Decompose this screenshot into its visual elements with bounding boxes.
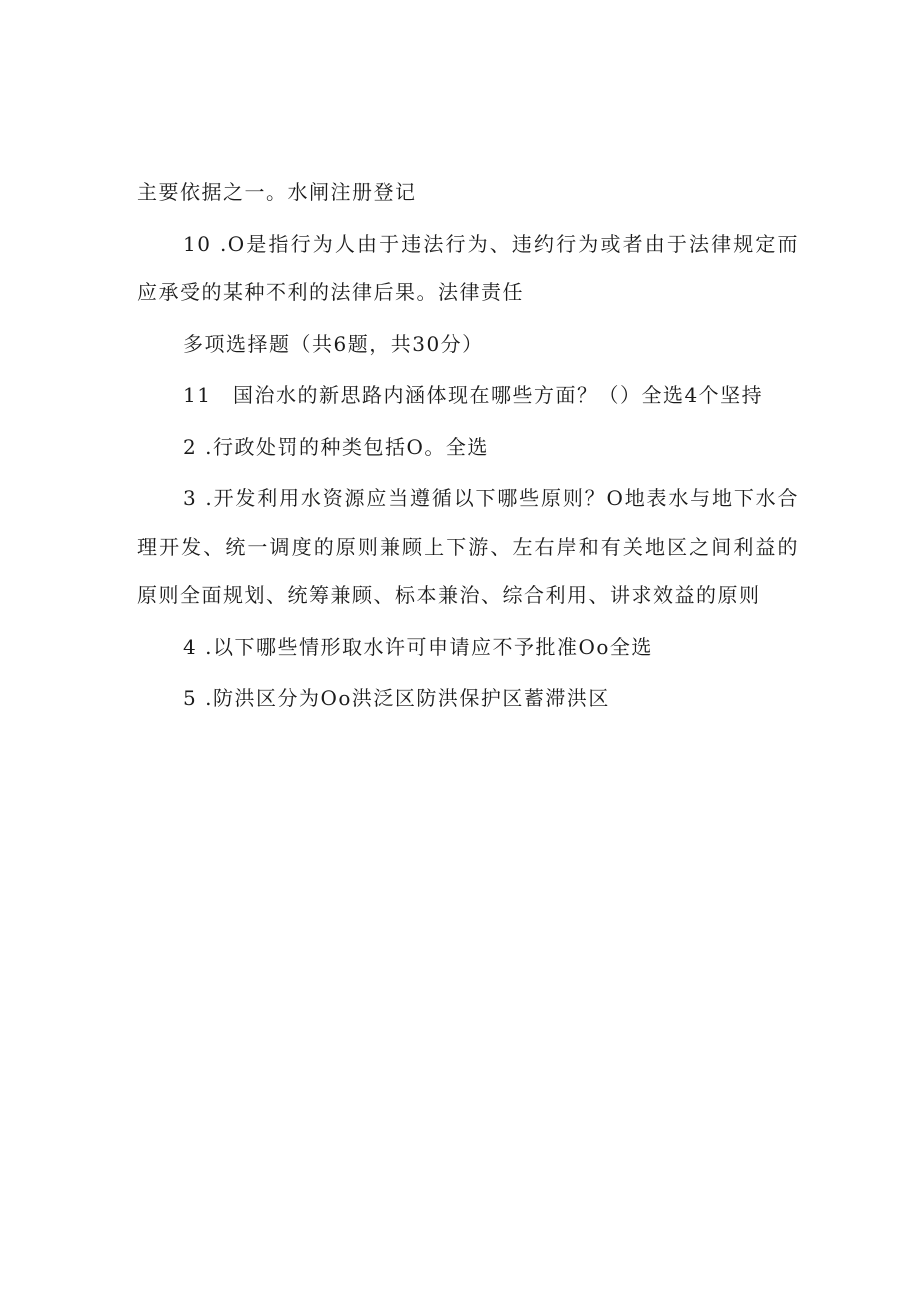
continuation-line: 主要依据之一。水闸注册登记 — [137, 180, 417, 204]
question-3: 3 .开发利用水资源应当遵循以下哪些原则？O地表水与地下水合理开发、统一调度的原则兼顾上下游、左右岸和有关地区之间利益的原则全面规划、统筹兼顾、标本兼治、综合利用、讲求效益的原则 — [137, 486, 799, 607]
question-4: 4 .以下哪些情形取水许可申请应不予批准Oo全选 — [183, 634, 653, 659]
question-10: 10 .O是指行为人由于违法行为、违约行为或者由于法律规定而应承受的某种不利的法律后果。法律责任 — [137, 231, 799, 304]
document-body — [137, 168, 799, 723]
question-5: 5 .防洪区分为Oo洪泛区防洪保护区蓄滞洪区 — [183, 686, 610, 710]
question-2: 2 .行政处罚的种类包括O。全选 — [183, 434, 489, 459]
section-heading-multiple-choice: 多项选择题（共6题，共30分） — [183, 331, 484, 356]
question-11: 11 国治水的新思路内涵体现在哪些方面？（）全选4个坚持 — [183, 383, 764, 407]
